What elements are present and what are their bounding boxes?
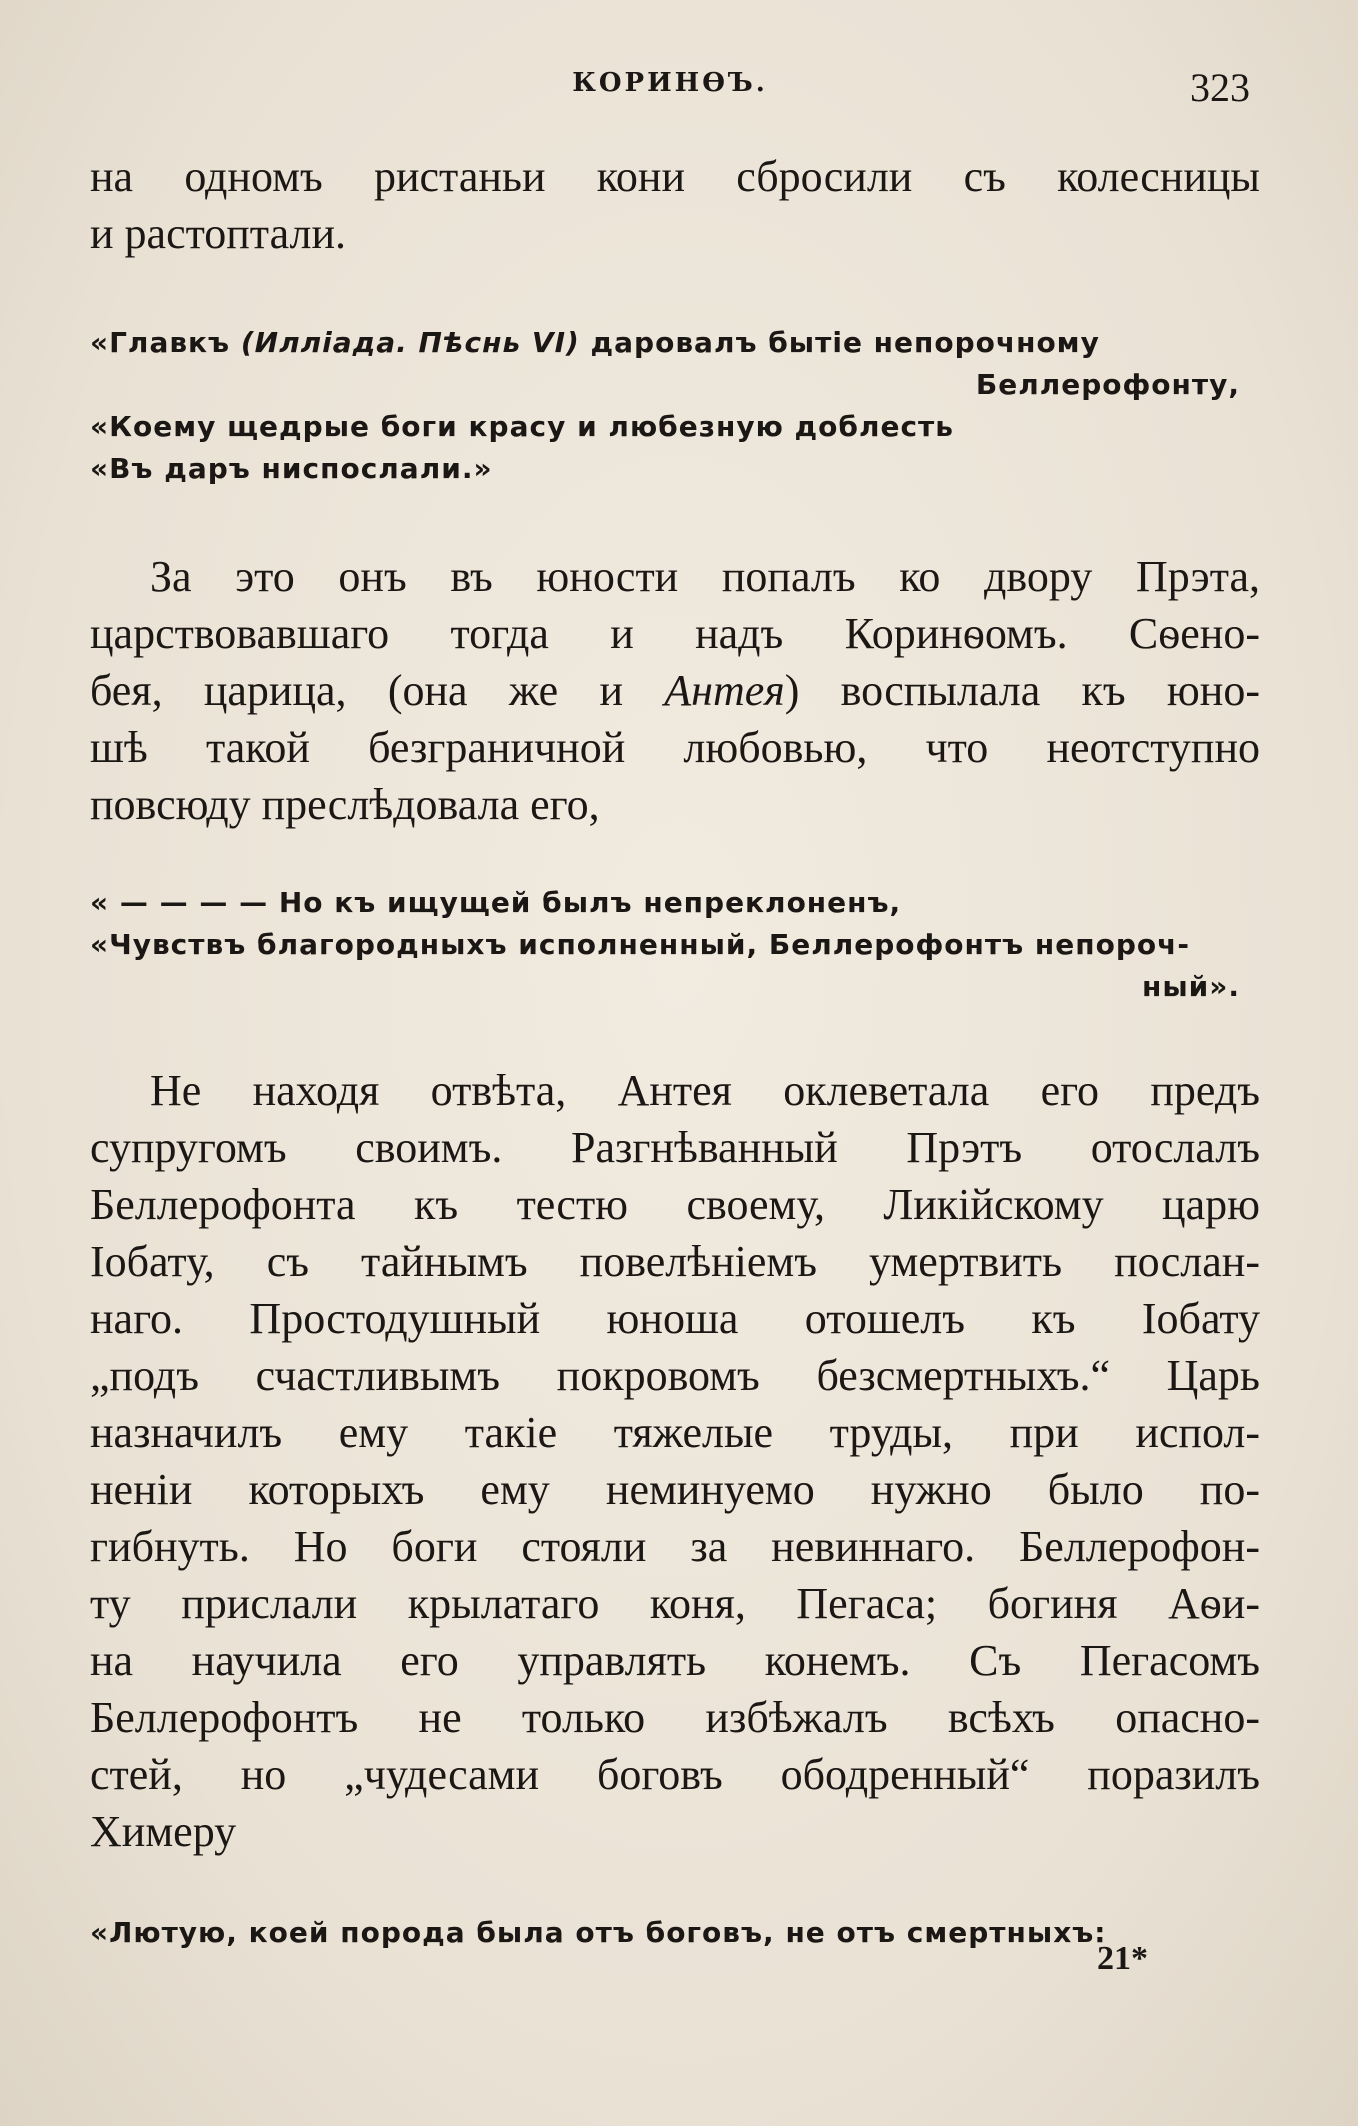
verse-italic: (Иллiада. Пѣснь VI) bbox=[240, 326, 580, 359]
verse-line: «Чувствъ благородныхъ исполненный, Беллерофонтъ непороч- bbox=[90, 928, 1190, 961]
text-line bbox=[90, 662, 1260, 719]
verse-line: «Лютую, коей порода была отъ боговъ, не отъ смертныхъ: bbox=[90, 1916, 1107, 1949]
text-line: и растоптали. bbox=[90, 209, 346, 258]
text-line: Беллерофонтъ не только избѣжалъ всѣхъ опасно- bbox=[90, 1693, 1260, 1742]
text-line: Iобату, съ тайнымъ повелѣнiемъ умертвить послан- bbox=[90, 1237, 1260, 1286]
verse-line: « — — — — Но къ ищущей былъ непреклоненъ, bbox=[90, 886, 902, 919]
text-line: Не находя отвѣта, Антея оклеветала его предъ bbox=[150, 1066, 1260, 1115]
verse-line: «Въ даръ ниспослали.» bbox=[90, 452, 493, 485]
text-line: стей, но „чудесами боговъ ободренный“ поразилъ bbox=[90, 1750, 1260, 1799]
text-line: гибнуть. Но боги стояли за невиннаго. Беллерофон- bbox=[90, 1522, 1260, 1571]
text-line: супругомъ своимъ. Разгнѣванный Прэтъ отослалъ bbox=[90, 1123, 1260, 1172]
text-line: повсюду преслѣдовала его, bbox=[90, 780, 600, 829]
paragraph-3 bbox=[90, 1062, 1260, 1860]
printer-signature: 21* bbox=[1097, 1940, 1148, 1977]
page-header bbox=[90, 64, 1250, 124]
text-line: на научила его управлять конемъ. Съ Пегасомъ bbox=[90, 1636, 1260, 1685]
verse-quote-3 bbox=[90, 1912, 1260, 1954]
text-line: на одномъ ристаньи кони сбросили съ колесницы bbox=[90, 152, 1260, 201]
text-line: шѣ такой безграничной любовью, что неотступно bbox=[90, 723, 1260, 772]
verse-quote-2 bbox=[90, 882, 1260, 1008]
running-head: КОРИНѲЪ. bbox=[572, 68, 768, 98]
verse-line bbox=[90, 322, 1260, 364]
verse-quote-1 bbox=[90, 322, 1260, 490]
verse-line: Беллерофонту, bbox=[975, 368, 1240, 401]
text-line: Беллерофонта къ тестю своему, Ликiйскому царю bbox=[90, 1180, 1260, 1229]
paragraph-1 bbox=[90, 148, 1260, 262]
text-line: „подъ счастливымъ покровомъ безсмертныхъ.“ Царь bbox=[90, 1351, 1260, 1400]
text-line: Химеру bbox=[90, 1807, 237, 1856]
text-line: ту прислали крылатаго коня, Пегаса; богиня Аѳи- bbox=[90, 1579, 1260, 1628]
verse-line: «Коему щедрые боги красу и любезную доблесть bbox=[90, 410, 954, 443]
verse-text: даровалъ бытiе непорочному bbox=[579, 326, 1100, 359]
verse-line: ный». bbox=[1141, 970, 1240, 1003]
text-line: ненiи которыхъ ему неминуемо нужно было по- bbox=[90, 1465, 1260, 1514]
text-run: бея, царица, (она же и bbox=[90, 666, 665, 715]
text-italic: Антея bbox=[664, 666, 785, 715]
text-line: царствовавшаго тогда и надъ Коринѳомъ. Сѳено- bbox=[90, 609, 1260, 658]
verse-text: «Главкъ bbox=[90, 326, 241, 359]
paragraph-2 bbox=[90, 548, 1260, 833]
text-line: назначилъ ему такiе тяжелые труды, при испол- bbox=[90, 1408, 1260, 1457]
text-line: наго. Простодушный юноша отошелъ къ Iобату bbox=[90, 1294, 1260, 1343]
page-number: 323 bbox=[1190, 65, 1250, 110]
text-line: За это онъ въ юности попалъ ко двору Прэта, bbox=[150, 552, 1260, 601]
text-run: ) воспылала къ юно- bbox=[784, 666, 1260, 715]
